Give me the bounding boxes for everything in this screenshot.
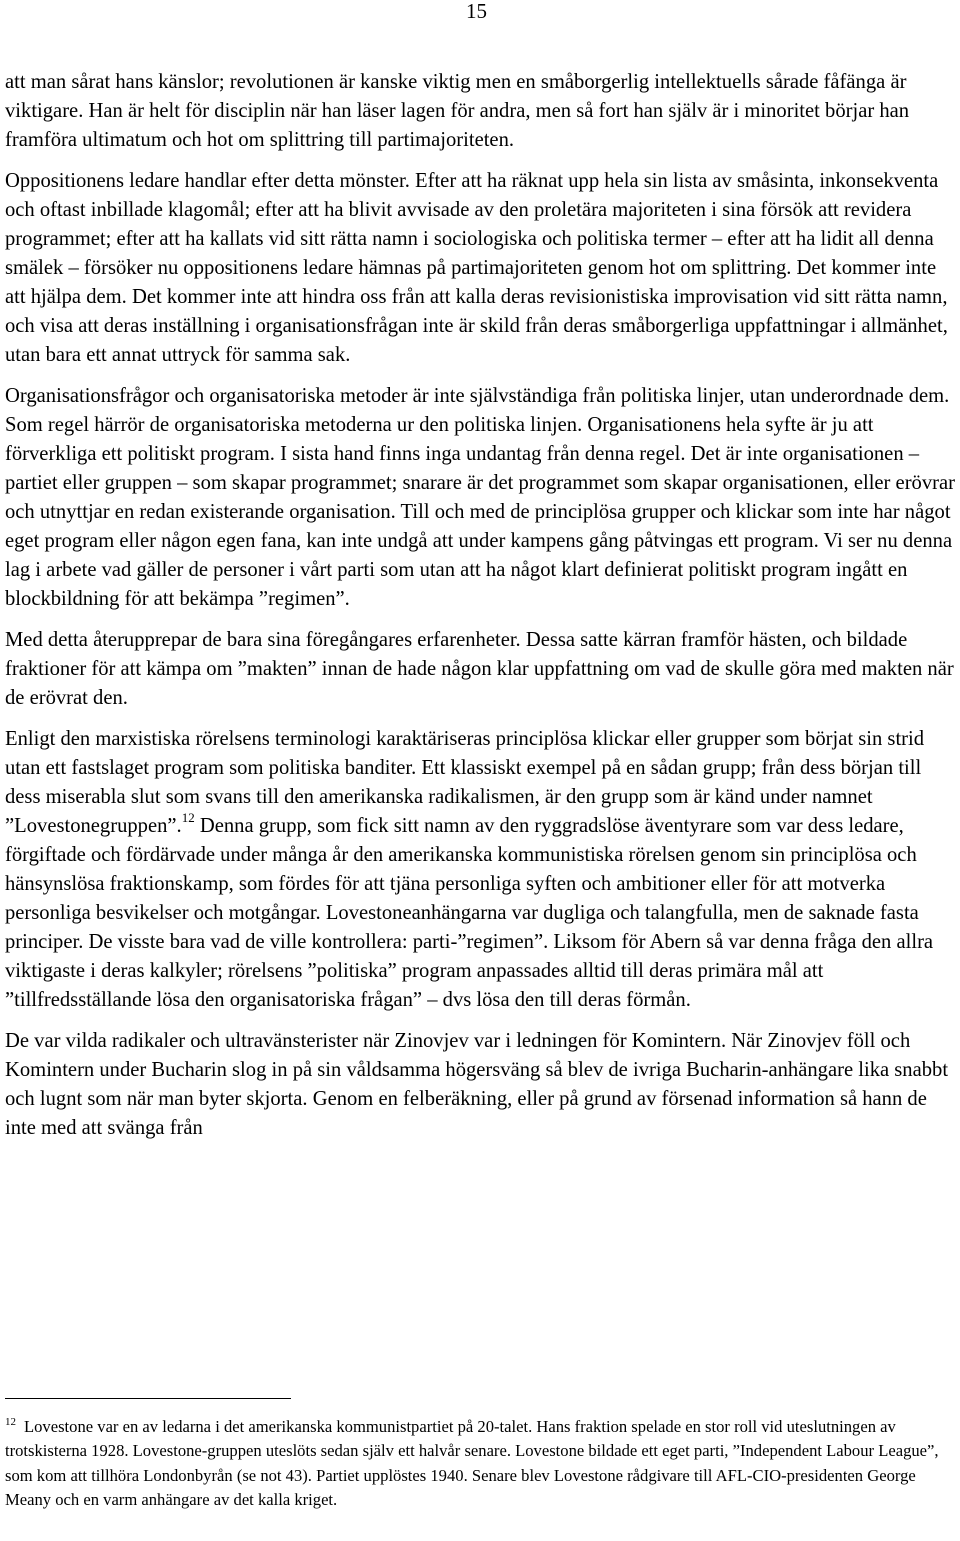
paragraph-4: Med detta återupprepar de bara sina föregångares erfarenheter. Dessa satte kärran framför hästen, och bildade fraktioner för att kämpa om ”makten” innan de hade någon klar uppfattning om vad de skulle göra med makten när de erövrat den. (5, 629, 954, 709)
paragraph-5-text-after: Denna grupp, som fick sitt namn av den ryggradslöse äventyrare som var dess ledare, förgiftade och fördärvade under många år den amerikanska kommunistiska rörelsen genom sin principlösa och hänsynslösa fraktionskamp, som fördes för att tjäna personliga syften och ambitioner eller för att motverka personliga besvikelser och motgångar. Lovestoneanhängarna var dugliga och talangfulla, men de saknade fasta principer. De visste bara vad de ville kontrollera: parti-”regimen”. Liksom för Abern så var denna fråga den allra viktigaste i deras kalkyler; rörelsens ”politiska” program anpassades alltid till deras primära mål att ”tillfredsställande lösa den organisatoriska frågan” – dvs lösa den till deras förmån. (5, 815, 934, 1011)
paragraph-3: Organisationsfrågor och organisatoriska metoder är inte självständiga från politiska linjer, utan underordnade dem. Som regel härrör de organisatoriska metoderna ur den politiska linjen. Organisationens hela syfte är ju att förverkliga ett politiskt program. I sista hand finns inga undantag från denna regel. Det är inte organisationen – partiet eller gruppen – som skapar programmet; snarare är det programmet som skapar organisationen, eller erövrar och utnyttjar en redan existerande organisation. Till och med de principlösa grupper och klickar som inte har något eget program eller någon egen fana, kan inte undgå att under kampens gång påtvingas ett program. Vi ser nu denna lag i arbete vad gäller de personer i vårt parti som utan att ha något klart definierat politiskt program ingått en blockbildning för att bekämpa ”regimen”. (5, 385, 956, 610)
body-text (5, 68, 957, 1155)
footnote-reference[interactable]: 12 (181, 810, 195, 826)
footnote (5, 1415, 955, 1512)
footnote-divider (5, 1398, 291, 1399)
page-number: 15 (466, 0, 487, 23)
paragraph-6: De var vilda radikaler och ultravänsterister när Zinovjev var i ledningen för Komintern. När Zinovjev föll och Komintern under Bucharin slog in på sin våldsamma högersväng så blev de ivriga Bucharin-anhängare lika snabbt och lugnt som när man byter skjorta. Genom en felberäkning, eller på grund av försenad information så hann de inte med att svänga från (5, 1030, 949, 1139)
paragraph-2: Oppositionens ledare handlar efter detta mönster. Efter att ha räknat upp hela sin lista av småsinta, inkonsekventa och oftast inbillade klagomål; efter att ha blivit avvisade av den proletära majoriteten i sina försök att revidera programmet; efter att ha kallats vid sitt rätta namn i sociologiska och politiska termer – efter att ha lidit all denna smälek – försöker nu oppositionens ledare hämnas på partimajoriteten genom hot om splittring. Det kommer inte att hjälpa dem. Det kommer inte att hindra oss från att kalla deras revisionistiska improvisation vid sitt rätta namn, och visa att deras inställning i organisationsfrågan inte är skild från deras småborgerliga uppfattningar i allmänhet, utan bara ett annat uttryck för samma sak. (5, 170, 948, 366)
footnote-number: 12 (5, 1416, 16, 1429)
paragraph-5-text-before: Enligt den marxistiska rörelsens terminologi karaktäriseras principlösa klickar eller grupper som börjat sin strid utan ett fastslaget program som politiska banditer. Ett klassiskt exempel på en sådan grupp; från dess början till dess miserabla slut som svans till den amerikanska radikalismen, är den grupp som är känd under namnet ”Lovestonegruppen”. (5, 728, 925, 837)
paragraph-1: att man sårat hans känslor; revolutionen är kanske viktig men en småborgerlig intellektuells sårade fåfänga är viktigare. Han är helt för disciplin när han läser lagen för andra, men så fort han själv är i minoritet börjar han framföra ultimatum och hot om splittring till partimajoriteten. (5, 71, 910, 151)
paragraph-5 (5, 725, 957, 1015)
footnote-text: Lovestone var en av ledarna i det amerikanska kommunistpartiet på 20-talet. Hans fraktion spelade en stor roll vid uteslutningen av trotskisterna 1928. Lovestone-gruppen uteslöts sedan själv ett halvår senare. Lovestone bildade ett eget parti, ”Independent Labour League”, som kom att tillhöra Londonbyrån (se not 43). Partiet upplöstes 1940. Senare blev Lovestone rådgivare till AFL-CIO-presidenten George Meany och en varm anhängare av det kalla kriget. (5, 1417, 939, 1509)
